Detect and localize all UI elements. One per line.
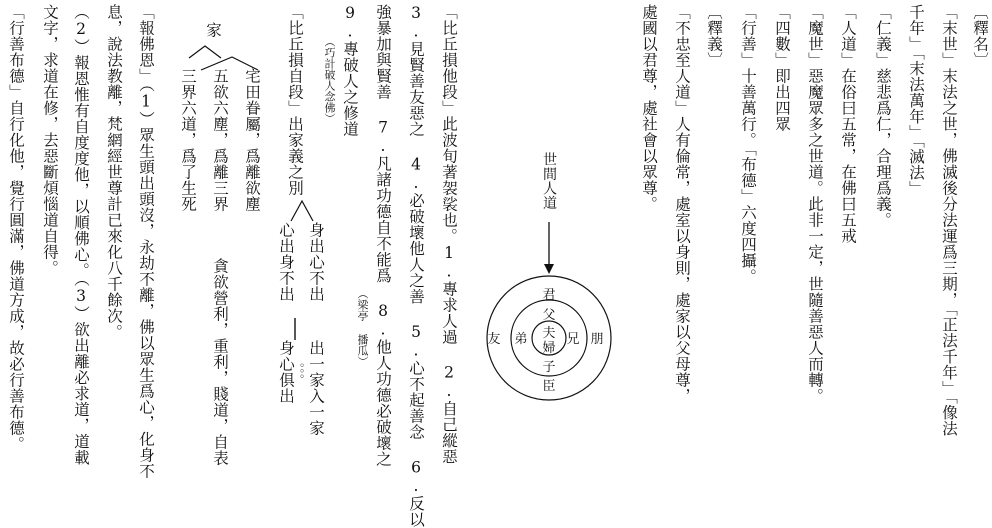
father-label: 父: [542, 308, 556, 323]
text-column: 處國以君尊，處社會以眾尊。: [640, 4, 658, 212]
section-heading-definitions: 〔釋名〕: [971, 4, 989, 68]
text-column: 身心俱出: [277, 340, 295, 404]
text-column: 五欲六塵，爲離三界: [211, 68, 229, 212]
diagram-title: 世間人道: [541, 152, 557, 210]
text-column: 身出心不出: [307, 222, 325, 302]
younger-brother-label: 弟: [514, 332, 528, 347]
friend-left-label: 友: [487, 332, 501, 347]
text-column: 千年」「末法萬年」「滅法」: [907, 4, 925, 197]
husband-label: 夫: [542, 326, 556, 341]
text-column: 出一家入一家: [307, 340, 325, 436]
text-column: 「報佛恩」（1）眾生頭出頭沒，永劫不離，佛以眾生爲心，化身不: [137, 4, 155, 479]
text-column: 三界六道，爲了生死: [179, 68, 197, 212]
son-label: 子: [542, 360, 556, 375]
text-column: 「行善」十善萬行。「布德」六度四攝。: [739, 4, 757, 285]
text-column: 「仁義」慈悲爲仁，合理爲義。: [874, 4, 892, 228]
text-column: 強暴加與賢善 7.凡諸功德自不能爲 8.他人功德必破壞之: [374, 4, 392, 467]
annotation: （巧計破人念佛）: [323, 36, 336, 124]
text-column: 「人道」在俗曰五常，在佛曰五戒: [839, 4, 857, 244]
text-column: 「末世」末法之世，佛滅後分法運爲三期，「正法千年」「像法: [940, 4, 958, 437]
friend-right-label: 朋: [590, 332, 604, 347]
section-heading-explanation: 〔釋義〕: [705, 4, 723, 68]
branch-bracket: [291, 201, 313, 221]
text-column: 「比丘損自段」出家義之別: [286, 4, 304, 196]
text-column: 「行善布德」自行化他，覺行圓滿，佛道方成，故必行善布德。: [7, 4, 25, 452]
text-column: 文字，求道在修，去惡斷煩惱道自得。: [41, 4, 59, 276]
elder-brother-label: 兄: [566, 332, 580, 347]
annotation: （梁亭 播瓜）: [356, 288, 369, 367]
dots-marker: 。。。: [292, 363, 305, 385]
text-column: 宅田眷屬，爲離欲塵: [243, 68, 261, 212]
text-column: 家: [204, 22, 222, 38]
wife-label: 婦: [542, 341, 556, 356]
ruler-label: 君: [542, 288, 556, 303]
text-column: 息，說法教離，梵網經世尊計已來化八千餘次。: [105, 4, 123, 340]
text-column: 「不忠至人道」人有倫常，處室以身則，處家以父母尊，: [673, 4, 691, 404]
minister-label: 臣: [542, 379, 556, 394]
text-column: 「魔世」惡魔眾多之世道。此非一定，世隨善惡人而轉。: [806, 4, 824, 404]
text-column: 「比丘損他段」此波旬著袈裟也。1.專求人過 2.自己縱惡: [440, 4, 458, 465]
text-column: （2）報恩惟有自度度他，以順佛心。（3）欲出離必求道，道載: [72, 4, 90, 466]
text-column: 貪欲營利，重利，賤道，自表: [211, 258, 229, 466]
text-column: 3.見賢善友惡之 4.必破壞他人之善 5.心不起善念 6.反以: [407, 4, 425, 528]
text-column: 「四數」即出四眾: [773, 4, 791, 132]
branch-bracket: [189, 46, 221, 58]
text-column: 心出身不出: [277, 222, 295, 302]
text-column: 9.專破人之修道: [341, 4, 359, 137]
